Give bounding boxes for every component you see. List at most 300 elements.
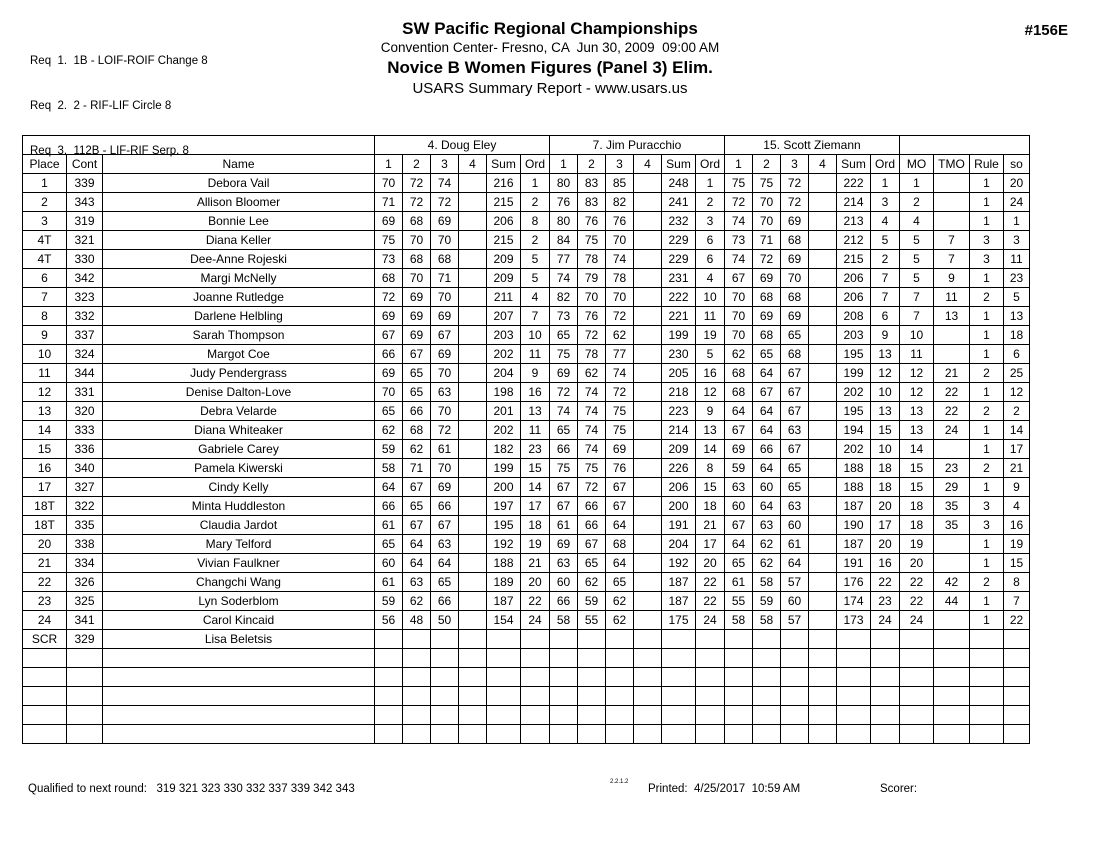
score-cell: 62 (753, 535, 781, 554)
score-cell (634, 440, 662, 459)
score-cell (550, 630, 578, 649)
rule-cell: 1 (970, 269, 1004, 288)
score-cell (403, 630, 431, 649)
table-row (23, 440, 1030, 459)
rule-cell: 1 (970, 535, 1004, 554)
tmo-cell (934, 630, 970, 649)
score-cell: 66 (375, 345, 403, 364)
rule-cell: 1 (970, 440, 1004, 459)
score-cell (753, 725, 781, 744)
score-cell: 67 (725, 269, 753, 288)
judge-name: 4. Doug Eley (375, 136, 550, 155)
cont-cell: 321 (67, 231, 103, 250)
place-cell: 2 (23, 193, 67, 212)
score-cell (459, 193, 487, 212)
score-cell: 59 (375, 592, 403, 611)
score-cell: 63 (753, 516, 781, 535)
sum-cell: 202 (837, 440, 871, 459)
score-cell (459, 611, 487, 630)
cont-cell (67, 725, 103, 744)
cont-cell: 329 (67, 630, 103, 649)
ord-header: Ord (871, 155, 900, 174)
sum-cell: 231 (662, 269, 696, 288)
sum-cell: 200 (487, 478, 521, 497)
sum-cell: 204 (662, 535, 696, 554)
sum-cell: 200 (662, 497, 696, 516)
score-cell (459, 592, 487, 611)
ord-cell: 5 (521, 250, 550, 269)
so-cell: 8 (1004, 573, 1030, 592)
mo-cell: 12 (900, 364, 934, 383)
sum-cell: 188 (487, 554, 521, 573)
score-cell: 75 (375, 231, 403, 250)
ord-cell: 24 (871, 611, 900, 630)
place-cell: 13 (23, 402, 67, 421)
place-cell (23, 687, 67, 706)
sum-cell: 187 (487, 592, 521, 611)
tmo-cell: 24 (934, 421, 970, 440)
score-cell: 65 (606, 573, 634, 592)
score-cell (809, 592, 837, 611)
table-row (23, 326, 1030, 345)
ord-cell: 10 (696, 288, 725, 307)
name-cell: Dee-Anne Rojeski (103, 250, 375, 269)
header-spacer (900, 136, 1030, 155)
tmo-cell (934, 706, 970, 725)
table-row (23, 364, 1030, 383)
score-cell: 67 (725, 516, 753, 535)
mo-cell: 20 (900, 554, 934, 573)
score-cell: 68 (753, 326, 781, 345)
name-cell: Debora Vail (103, 174, 375, 193)
score-cell (459, 364, 487, 383)
ord-cell: 4 (696, 269, 725, 288)
score-cell (809, 478, 837, 497)
sum-cell: 198 (487, 383, 521, 402)
score-header: 3 (431, 155, 459, 174)
ord-cell: 10 (521, 326, 550, 345)
score-cell (459, 212, 487, 231)
name-cell: Cindy Kelly (103, 478, 375, 497)
sum-cell: 191 (662, 516, 696, 535)
tmo-cell (934, 725, 970, 744)
mo-cell: 1 (900, 174, 934, 193)
table-row (23, 649, 1030, 668)
score-cell: 67 (403, 516, 431, 535)
event-number: #156E (1024, 22, 1068, 39)
place-cell: 4T (23, 231, 67, 250)
score-cell: 62 (578, 364, 606, 383)
score-cell: 68 (725, 364, 753, 383)
score-cell: 67 (753, 383, 781, 402)
score-cell (459, 687, 487, 706)
ord-cell: 21 (696, 516, 725, 535)
ord-cell (521, 668, 550, 687)
tmo-cell: 7 (934, 231, 970, 250)
mo-cell (900, 630, 934, 649)
table-row (23, 611, 1030, 630)
score-cell: 67 (725, 421, 753, 440)
name-cell: Darlene Helbling (103, 307, 375, 326)
score-cell (809, 573, 837, 592)
score-cell (431, 687, 459, 706)
cont-cell: 344 (67, 364, 103, 383)
sum-cell: 229 (662, 250, 696, 269)
sum-cell: 182 (487, 440, 521, 459)
score-cell (459, 459, 487, 478)
score-cell: 60 (781, 592, 809, 611)
score-cell (459, 231, 487, 250)
rule-cell: 3 (970, 516, 1004, 535)
score-cell (725, 687, 753, 706)
name-cell (103, 668, 375, 687)
tmo-cell: 42 (934, 573, 970, 592)
score-cell: 50 (431, 611, 459, 630)
tmo-cell: 23 (934, 459, 970, 478)
name-cell: Margi McNelly (103, 269, 375, 288)
score-cell (606, 630, 634, 649)
score-cell: 60 (753, 478, 781, 497)
ord-cell: 14 (521, 478, 550, 497)
ord-cell: 16 (521, 383, 550, 402)
mo-cell: 24 (900, 611, 934, 630)
score-cell: 62 (606, 326, 634, 345)
name-cell: Allison Bloomer (103, 193, 375, 212)
score-cell: 69 (431, 212, 459, 231)
score-cell: 74 (606, 364, 634, 383)
rule-cell: 1 (970, 307, 1004, 326)
score-cell: 67 (431, 516, 459, 535)
ord-cell: 22 (521, 592, 550, 611)
score-cell (578, 668, 606, 687)
name-cell: Pamela Kiwerski (103, 459, 375, 478)
ord-cell: 6 (696, 231, 725, 250)
score-cell: 69 (431, 307, 459, 326)
score-cell (753, 687, 781, 706)
score-cell (634, 212, 662, 231)
score-cell (809, 193, 837, 212)
score-cell (634, 573, 662, 592)
place-cell: 10 (23, 345, 67, 364)
score-cell (809, 288, 837, 307)
table-row (23, 345, 1030, 364)
rule-header: Rule (970, 155, 1004, 174)
ord-cell: 17 (871, 516, 900, 535)
sum-cell (662, 668, 696, 687)
ord-cell: 18 (871, 459, 900, 478)
score-cell: 82 (550, 288, 578, 307)
score-cell: 71 (403, 459, 431, 478)
ord-cell: 22 (696, 573, 725, 592)
sum-cell: 195 (487, 516, 521, 535)
sum-cell: 197 (487, 497, 521, 516)
score-cell (634, 630, 662, 649)
sum-header: Sum (487, 155, 521, 174)
score-cell: 69 (781, 307, 809, 326)
ord-cell (696, 706, 725, 725)
sum-cell: 205 (662, 364, 696, 383)
score-header: 2 (753, 155, 781, 174)
place-cell (23, 649, 67, 668)
sum-cell: 173 (837, 611, 871, 630)
ord-header: Ord (696, 155, 725, 174)
so-cell: 17 (1004, 440, 1030, 459)
sum-cell (487, 725, 521, 744)
score-cell: 70 (725, 307, 753, 326)
score-cell (634, 725, 662, 744)
score-cell: 68 (725, 383, 753, 402)
sum-cell: 189 (487, 573, 521, 592)
score-cell: 65 (781, 478, 809, 497)
table-row (23, 668, 1030, 687)
score-cell: 75 (578, 459, 606, 478)
tmo-cell: 22 (934, 383, 970, 402)
score-cell (606, 687, 634, 706)
score-cell: 57 (781, 611, 809, 630)
table-row (23, 630, 1030, 649)
score-cell (634, 345, 662, 364)
score-cell: 64 (725, 402, 753, 421)
score-cell (809, 630, 837, 649)
score-cell (781, 687, 809, 706)
place-cell: 21 (23, 554, 67, 573)
so-cell: 24 (1004, 193, 1030, 212)
score-cell: 70 (725, 288, 753, 307)
ord-cell (521, 649, 550, 668)
score-cell (403, 725, 431, 744)
ord-cell: 7 (521, 307, 550, 326)
tmo-cell (934, 611, 970, 630)
score-cell: 64 (606, 554, 634, 573)
score-cell: 58 (550, 611, 578, 630)
sum-cell: 215 (487, 231, 521, 250)
so-cell: 6 (1004, 345, 1030, 364)
cont-cell: 320 (67, 402, 103, 421)
score-cell: 68 (403, 421, 431, 440)
mo-cell: 7 (900, 288, 934, 307)
sum-cell (662, 687, 696, 706)
score-cell: 67 (403, 345, 431, 364)
score-cell (459, 326, 487, 345)
score-cell (634, 193, 662, 212)
score-cell: 74 (606, 250, 634, 269)
so-cell: 23 (1004, 269, 1030, 288)
ord-cell (871, 649, 900, 668)
score-cell: 65 (403, 364, 431, 383)
score-cell: 62 (578, 573, 606, 592)
mo-cell: 19 (900, 535, 934, 554)
cont-cell: 342 (67, 269, 103, 288)
cont-cell: 339 (67, 174, 103, 193)
ord-cell: 9 (521, 364, 550, 383)
place-cell: 4T (23, 250, 67, 269)
score-cell: 66 (403, 402, 431, 421)
score-cell: 65 (375, 535, 403, 554)
ord-cell: 20 (521, 573, 550, 592)
ord-cell: 5 (871, 231, 900, 250)
sum-cell: 204 (487, 364, 521, 383)
score-cell: 71 (375, 193, 403, 212)
score-cell: 68 (375, 269, 403, 288)
sum-cell: 202 (487, 421, 521, 440)
so-cell: 22 (1004, 611, 1030, 630)
score-cell: 72 (550, 383, 578, 402)
score-cell (375, 687, 403, 706)
score-cell (459, 288, 487, 307)
ord-cell: 15 (521, 459, 550, 478)
score-header: 1 (725, 155, 753, 174)
score-cell: 67 (403, 478, 431, 497)
name-cell (103, 649, 375, 668)
score-cell: 70 (781, 269, 809, 288)
score-cell: 72 (725, 193, 753, 212)
sum-cell: 230 (662, 345, 696, 364)
score-cell (725, 649, 753, 668)
score-cell (606, 706, 634, 725)
score-cell (753, 630, 781, 649)
sum-header: Sum (662, 155, 696, 174)
score-cell (725, 668, 753, 687)
ord-cell: 4 (871, 212, 900, 231)
score-cell (634, 516, 662, 535)
score-cell (809, 421, 837, 440)
ord-cell: 7 (871, 288, 900, 307)
mo-cell: 12 (900, 383, 934, 402)
sum-cell: 248 (662, 174, 696, 193)
rule-cell: 2 (970, 573, 1004, 592)
cont-cell: 343 (67, 193, 103, 212)
so-cell: 7 (1004, 592, 1030, 611)
tmo-cell (934, 174, 970, 193)
cont-cell: 340 (67, 459, 103, 478)
cont-cell: 326 (67, 573, 103, 592)
ord-cell (871, 687, 900, 706)
ord-cell: 1 (696, 174, 725, 193)
score-cell (809, 231, 837, 250)
mo-header: MO (900, 155, 934, 174)
cont-cell: 327 (67, 478, 103, 497)
header-spacer (23, 136, 375, 155)
place-cell (23, 668, 67, 687)
ord-cell: 6 (871, 307, 900, 326)
sum-cell (837, 706, 871, 725)
cont-cell: 325 (67, 592, 103, 611)
score-cell: 66 (550, 592, 578, 611)
score-cell: 64 (403, 535, 431, 554)
score-cell: 66 (431, 592, 459, 611)
sum-cell: 201 (487, 402, 521, 421)
ord-cell: 20 (871, 535, 900, 554)
sum-cell: 215 (487, 193, 521, 212)
table-row (23, 554, 1030, 573)
score-cell: 74 (550, 269, 578, 288)
so-cell: 14 (1004, 421, 1030, 440)
score-cell: 79 (578, 269, 606, 288)
score-cell: 66 (375, 497, 403, 516)
ord-cell: 17 (521, 497, 550, 516)
ord-cell: 2 (521, 231, 550, 250)
ord-cell: 13 (696, 421, 725, 440)
score-cell: 70 (753, 212, 781, 231)
score-cell: 58 (725, 611, 753, 630)
score-cell (634, 383, 662, 402)
score-cell: 80 (550, 174, 578, 193)
rule-cell: 2 (970, 288, 1004, 307)
cont-cell (67, 706, 103, 725)
score-cell: 55 (725, 592, 753, 611)
rule-cell: 1 (970, 592, 1004, 611)
rule-cell: 1 (970, 174, 1004, 193)
so-cell: 1 (1004, 212, 1030, 231)
score-cell: 63 (403, 573, 431, 592)
score-cell: 64 (725, 535, 753, 554)
place-cell: 16 (23, 459, 67, 478)
sum-cell: 222 (837, 174, 871, 193)
so-cell (1004, 687, 1030, 706)
score-cell: 65 (753, 345, 781, 364)
rule-cell: 1 (970, 383, 1004, 402)
score-cell: 63 (550, 554, 578, 573)
ord-cell: 15 (696, 478, 725, 497)
cont-cell: 333 (67, 421, 103, 440)
score-cell (809, 497, 837, 516)
score-cell: 83 (578, 174, 606, 193)
score-cell: 69 (403, 326, 431, 345)
score-cell: 69 (753, 307, 781, 326)
score-cell: 69 (550, 364, 578, 383)
score-cell: 72 (431, 193, 459, 212)
score-cell (809, 250, 837, 269)
ord-cell: 16 (696, 364, 725, 383)
ord-cell: 23 (521, 440, 550, 459)
mo-cell (900, 687, 934, 706)
score-cell: 76 (578, 212, 606, 231)
score-cell: 67 (375, 326, 403, 345)
name-cell: Debra Velarde (103, 402, 375, 421)
score-cell: 75 (725, 174, 753, 193)
score-cell: 62 (753, 554, 781, 573)
ord-cell (521, 687, 550, 706)
score-cell (606, 649, 634, 668)
score-cell (459, 307, 487, 326)
sum-cell (487, 630, 521, 649)
place-header: Place (23, 155, 67, 174)
score-cell (578, 649, 606, 668)
score-cell: 67 (606, 478, 634, 497)
place-cell: 23 (23, 592, 67, 611)
place-cell: 20 (23, 535, 67, 554)
score-cell (809, 326, 837, 345)
score-cell: 64 (753, 497, 781, 516)
ord-cell: 19 (521, 535, 550, 554)
score-cell (809, 345, 837, 364)
table-row (23, 269, 1030, 288)
ord-cell: 22 (696, 592, 725, 611)
score-cell: 70 (403, 269, 431, 288)
so-cell: 21 (1004, 459, 1030, 478)
score-header: 2 (578, 155, 606, 174)
so-header: so (1004, 155, 1030, 174)
score-cell: 83 (578, 193, 606, 212)
score-cell: 61 (781, 535, 809, 554)
sum-cell: 154 (487, 611, 521, 630)
results-body (23, 174, 1030, 744)
score-cell: 74 (578, 421, 606, 440)
ord-cell (521, 725, 550, 744)
score-cell: 62 (725, 345, 753, 364)
score-cell: 85 (606, 174, 634, 193)
rule-cell: 3 (970, 250, 1004, 269)
